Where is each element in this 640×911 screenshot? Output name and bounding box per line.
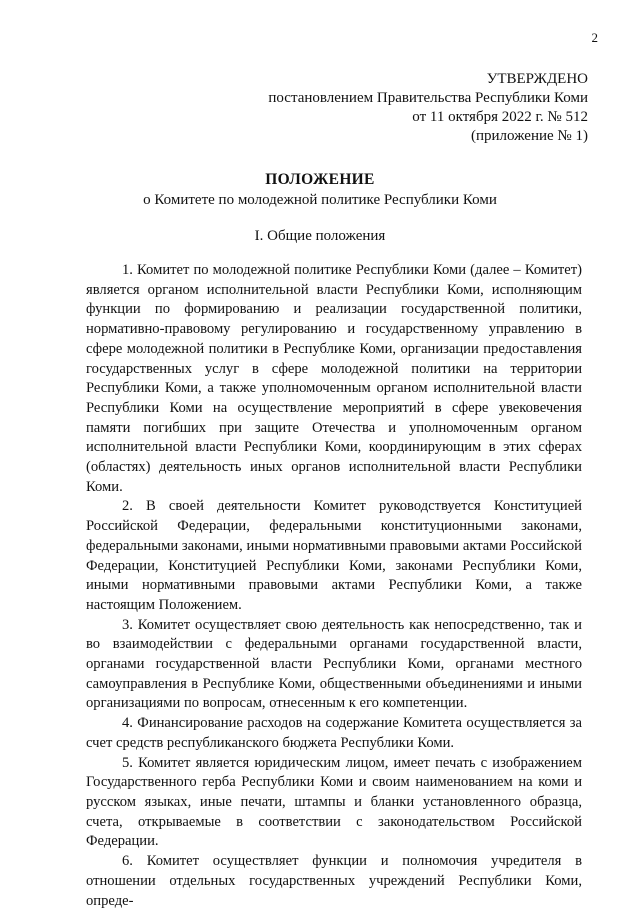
body-text [86,261,582,911]
page-number: 2 [591,30,598,45]
paragraph-1: 1. Комитет по молодежной политике Республики Коми (далее – Комитет) является органом исполнительной власти Республики Коми, исполняющим функции по формированию и реализации государственной политики, нормативно-правовому регулированию и государственному управлению в сфере молодежной политики в Республике Коми, организации предоставления государственных услуг в сфере молодежной политики на территории Республики Коми, а также уполномоченным органом исполнительной власти Республики Коми на осуществление мероприятий в сфере увековечения памяти погибших при защите Отечества и уполномоченным органом исполнительной власти Республики Коми, координирующим в этих сферах (областях) деятельность иных органов исполнительной власти Республики Коми. [86,262,582,495]
approval-stamp [168,70,588,146]
paragraph-6: 6. Комитет осуществляет функции и полномочия учредителя в отношении отдельных государственных учреждений Республики Коми, опреде- [86,853,582,909]
title-block [60,170,580,210]
approval-line-2: постановлением Правительства Республики Коми [268,90,588,106]
document-title: ПОЛОЖЕНИЕ [265,171,375,188]
approval-line-1: УТВЕРЖДЕНО [486,71,588,87]
paragraph-3: 3. Комитет осуществляет свою деятельность как непосредственно, так и во взаимодействии с федеральными органами государственной власти, органами государственной власти Республики Коми, органами местного самоуправления в Республике Коми, общественными объединениями и иными организациями по вопросам, отнесенным к его компетенции. [86,616,582,712]
document-subtitle: о Комитете по молодежной политике Республики Коми [143,192,497,208]
section-heading: I. Общие положения [254,228,386,244]
paragraph-4: 4. Финансирование расходов на содержание Комитета осуществляется за счет средств республиканского бюджета Республики Коми. [86,715,582,751]
approval-line-4: (приложение № 1) [470,128,588,144]
approval-line-3: от 11 октября 2022 г. № 512 [412,109,588,125]
paragraph-5: 5. Комитет является юридическим лицом, имеет печать с изображением Государственного герба Республики Коми и своим наименованием на коми и русском языках, иные печати, штампы и бланки установленного образца, счета, открываемые в соответствии с законодательством Российской Федерации. [86,754,582,850]
paragraph-2: 2. В своей деятельности Комитет руководствуется Конституцией Российской Федерации, федеральными конституционными законами, федеральными законами, иными нормативными правовыми актами Российской Федерации, Конституцией Республики Коми, законами Республики Коми, иными нормативными правовыми актами Республики Коми, а также настоящим Положением. [86,498,582,613]
